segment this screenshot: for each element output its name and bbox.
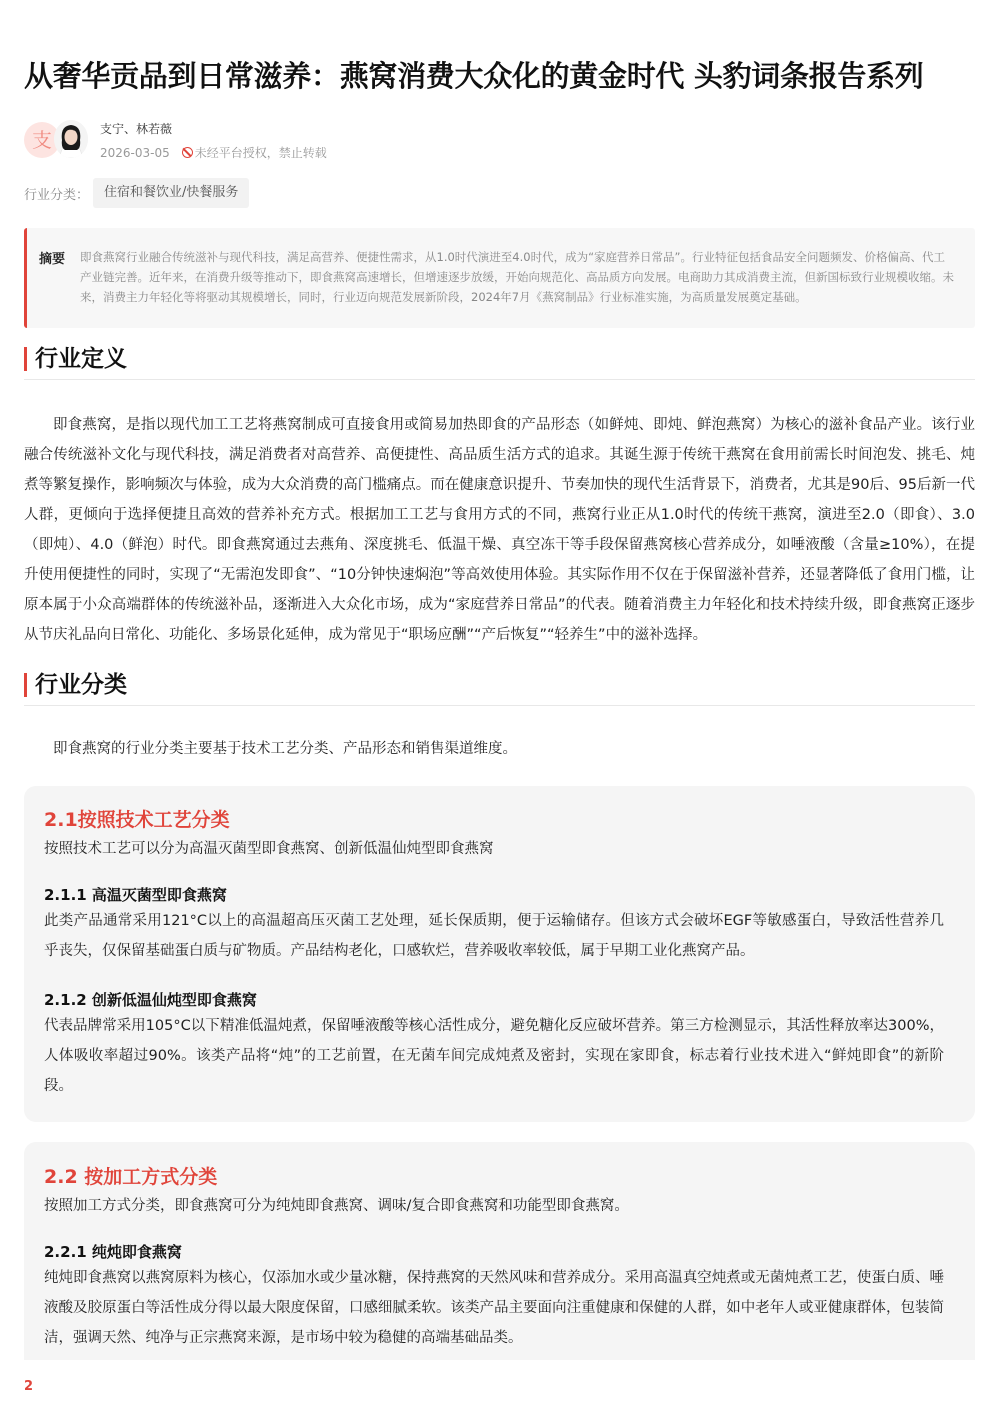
card-item-text: 代表品牌常采用105°C以下精准低温炖煮，保留唾液酸等核心活性成分，避免糖化反应破坏营养。第三方检测显示，其活性释放率达300%，人体吸收率超过90%。该类产品将“炖”的工艺前置，在无菌车间完成炖煮及密封，实现在家即食，标志着行业技术进入“鲜炖即食”的新阶段。: [44, 1018, 944, 1094]
card-item-heading: 2.1.1 高温灭菌型即食燕窝: [44, 886, 227, 904]
section-heading-definition: [24, 342, 975, 380]
category-tag[interactable]: 住宿和餐饮业/快餐服务: [93, 178, 249, 208]
card-item-text: 纯炖即食燕窝以燕窝原料为核心，仅添加水或少量冰糖，保持燕窝的天然风味和营养成分。采用高温真空炖煮或无菌炖煮工艺，使蛋白质、唾液酸及胶原蛋白等活性成分得以最大限度保留，口感细腻柔软。该类产品主要面向注重健康和保健的人群，如中老年人或亚健康群体，包装简洁，强调天然、纯净与正宗燕窝来源，是市场中较为稳健的高端基础品类。: [44, 1270, 944, 1346]
category-label: 行业分类：: [24, 188, 90, 203]
card-subtitle: 按照加工方式分类，即食燕窝可分为纯炖即食燕窝、调味/复合即食燕窝和功能型即食燕窝。: [44, 1198, 629, 1214]
section-accent-bar: [24, 347, 27, 371]
publish-meta: [100, 144, 327, 161]
copyright-notice: 未经平台授权，禁止转载: [194, 146, 327, 160]
abstract-box: [24, 228, 975, 328]
publish-date: 2026-03-05: [100, 146, 170, 160]
section-heading-classification: [24, 668, 975, 706]
abstract-text: 即食燕窝行业融合传统滋补与现代科技，满足高营养、便捷性需求，从1.0时代演进至4.0时代，成为“家庭营养日常品”。行业特征包括食品安全问题频发、价格偏高、代工产业链完善。近年来，在消费升级等推动下，即食燕窝高速增长，但增速逐步放缓，开始向规范化、高品质方向发展。电商助力其成消费主流，但新国标致行业规模收缩。未来，消费主力年轻化等将驱动其规模增长，同时，行业迈向规范发展新阶段，2024年7月《燕窝制品》行业标准实施，为高质量发展奠定基础。: [80, 250, 954, 304]
report-title: 从奢华贡品到日常滋养：燕窝消费大众化的黄金时代 头豹词条报告系列: [24, 59, 924, 93]
card-title: 2.1按照技术工艺分类: [44, 809, 230, 831]
card-item-heading: 2.1.2 创新低温仙炖型即食燕窝: [44, 991, 257, 1009]
author-avatar-initial: 支: [24, 122, 60, 158]
section-title: 行业定义: [35, 346, 127, 372]
definition-paragraph: 即食燕窝，是指以现代加工工艺将燕窝制成可直接食用或简易加热即食的产品形态（如鲜炖、即炖、鲜泡燕窝）为核心的滋补食品产业。该行业融合传统滋补文化与现代科技，满足消费者对高营养、高便捷性、高品质生活方式的追求。其诞生源于传统干燕窝在食用前需长时间泡发、挑毛、炖煮等繁复操作，影响频次与体验，成为大众消费的高门槛痛点。而在健康意识提升、节奏加快的现代生活背景下，消费者，尤其是90后、95后新一代人群，更倾向于选择便捷且高效的营养补充方式。根据加工工艺与食用方式的不同，燕窝行业正从1.0时代的传统干燕窝，演进至2.0（即食）、3.0（即炖）、4.0（鲜泡）时代。即食燕窝通过去燕角、深度挑毛、低温干燥、真空冻干等手段保留燕窝核心营养成分，如唾液酸（含量≥10%），在提升使用便捷性的同时，实现了“无需泡发即食”、“10分钟快速焖泡”等高效使用体验。其实际作用不仅在于保留滋补营养，还显著降低了食用门槛，让原本属于小众高端群体的传统滋补品，逐渐进入大众化市场，成为“家庭营养日常品”的代表。随着消费主力年轻化和技术持续升级，即食燕窝正逐步从节庆礼品向日常化、功能化、多场景化延伸，成为常见于“职场应酬”“产后恢复”“轻养生”中的滋补选择。: [24, 417, 975, 643]
section-accent-bar: [24, 673, 27, 697]
card-item-text: 此类产品通常采用121°C以上的高温超高压灭菌工艺处理，延长保质期，便于运输储存。但该方式会破坏EGF等敏感蛋白，导致活性营养几乎丧失，仅保留基础蛋白质与矿物质。产品结构老化，口感软烂，营养吸收率较低，属于早期工业化燕窝产品。: [44, 913, 944, 959]
author-info: [24, 118, 624, 160]
classification-intro: 即食燕窝的行业分类主要基于技术工艺分类、产品形态和销售渠道维度。: [53, 741, 517, 757]
card-subtitle: 按照技术工艺可以分为高温灭菌型即食燕窝、创新低温仙炖型即食燕窝: [44, 841, 494, 857]
section-title: 行业分类: [35, 672, 127, 698]
classification-card-processing: [24, 1142, 975, 1360]
author-names: 支宁、林若薇: [100, 122, 173, 136]
classification-card-technology: [24, 786, 975, 1122]
avatar-portrait-icon: [54, 120, 88, 158]
page-number: 2: [24, 1379, 34, 1394]
author-avatar-photo: [54, 120, 88, 158]
no-repost-icon: [182, 147, 193, 158]
abstract-label: 摘要: [39, 252, 66, 267]
card-title: 2.2 按加工方式分类: [44, 1166, 218, 1188]
card-item-heading: 2.2.1 纯炖即食燕窝: [44, 1243, 182, 1261]
